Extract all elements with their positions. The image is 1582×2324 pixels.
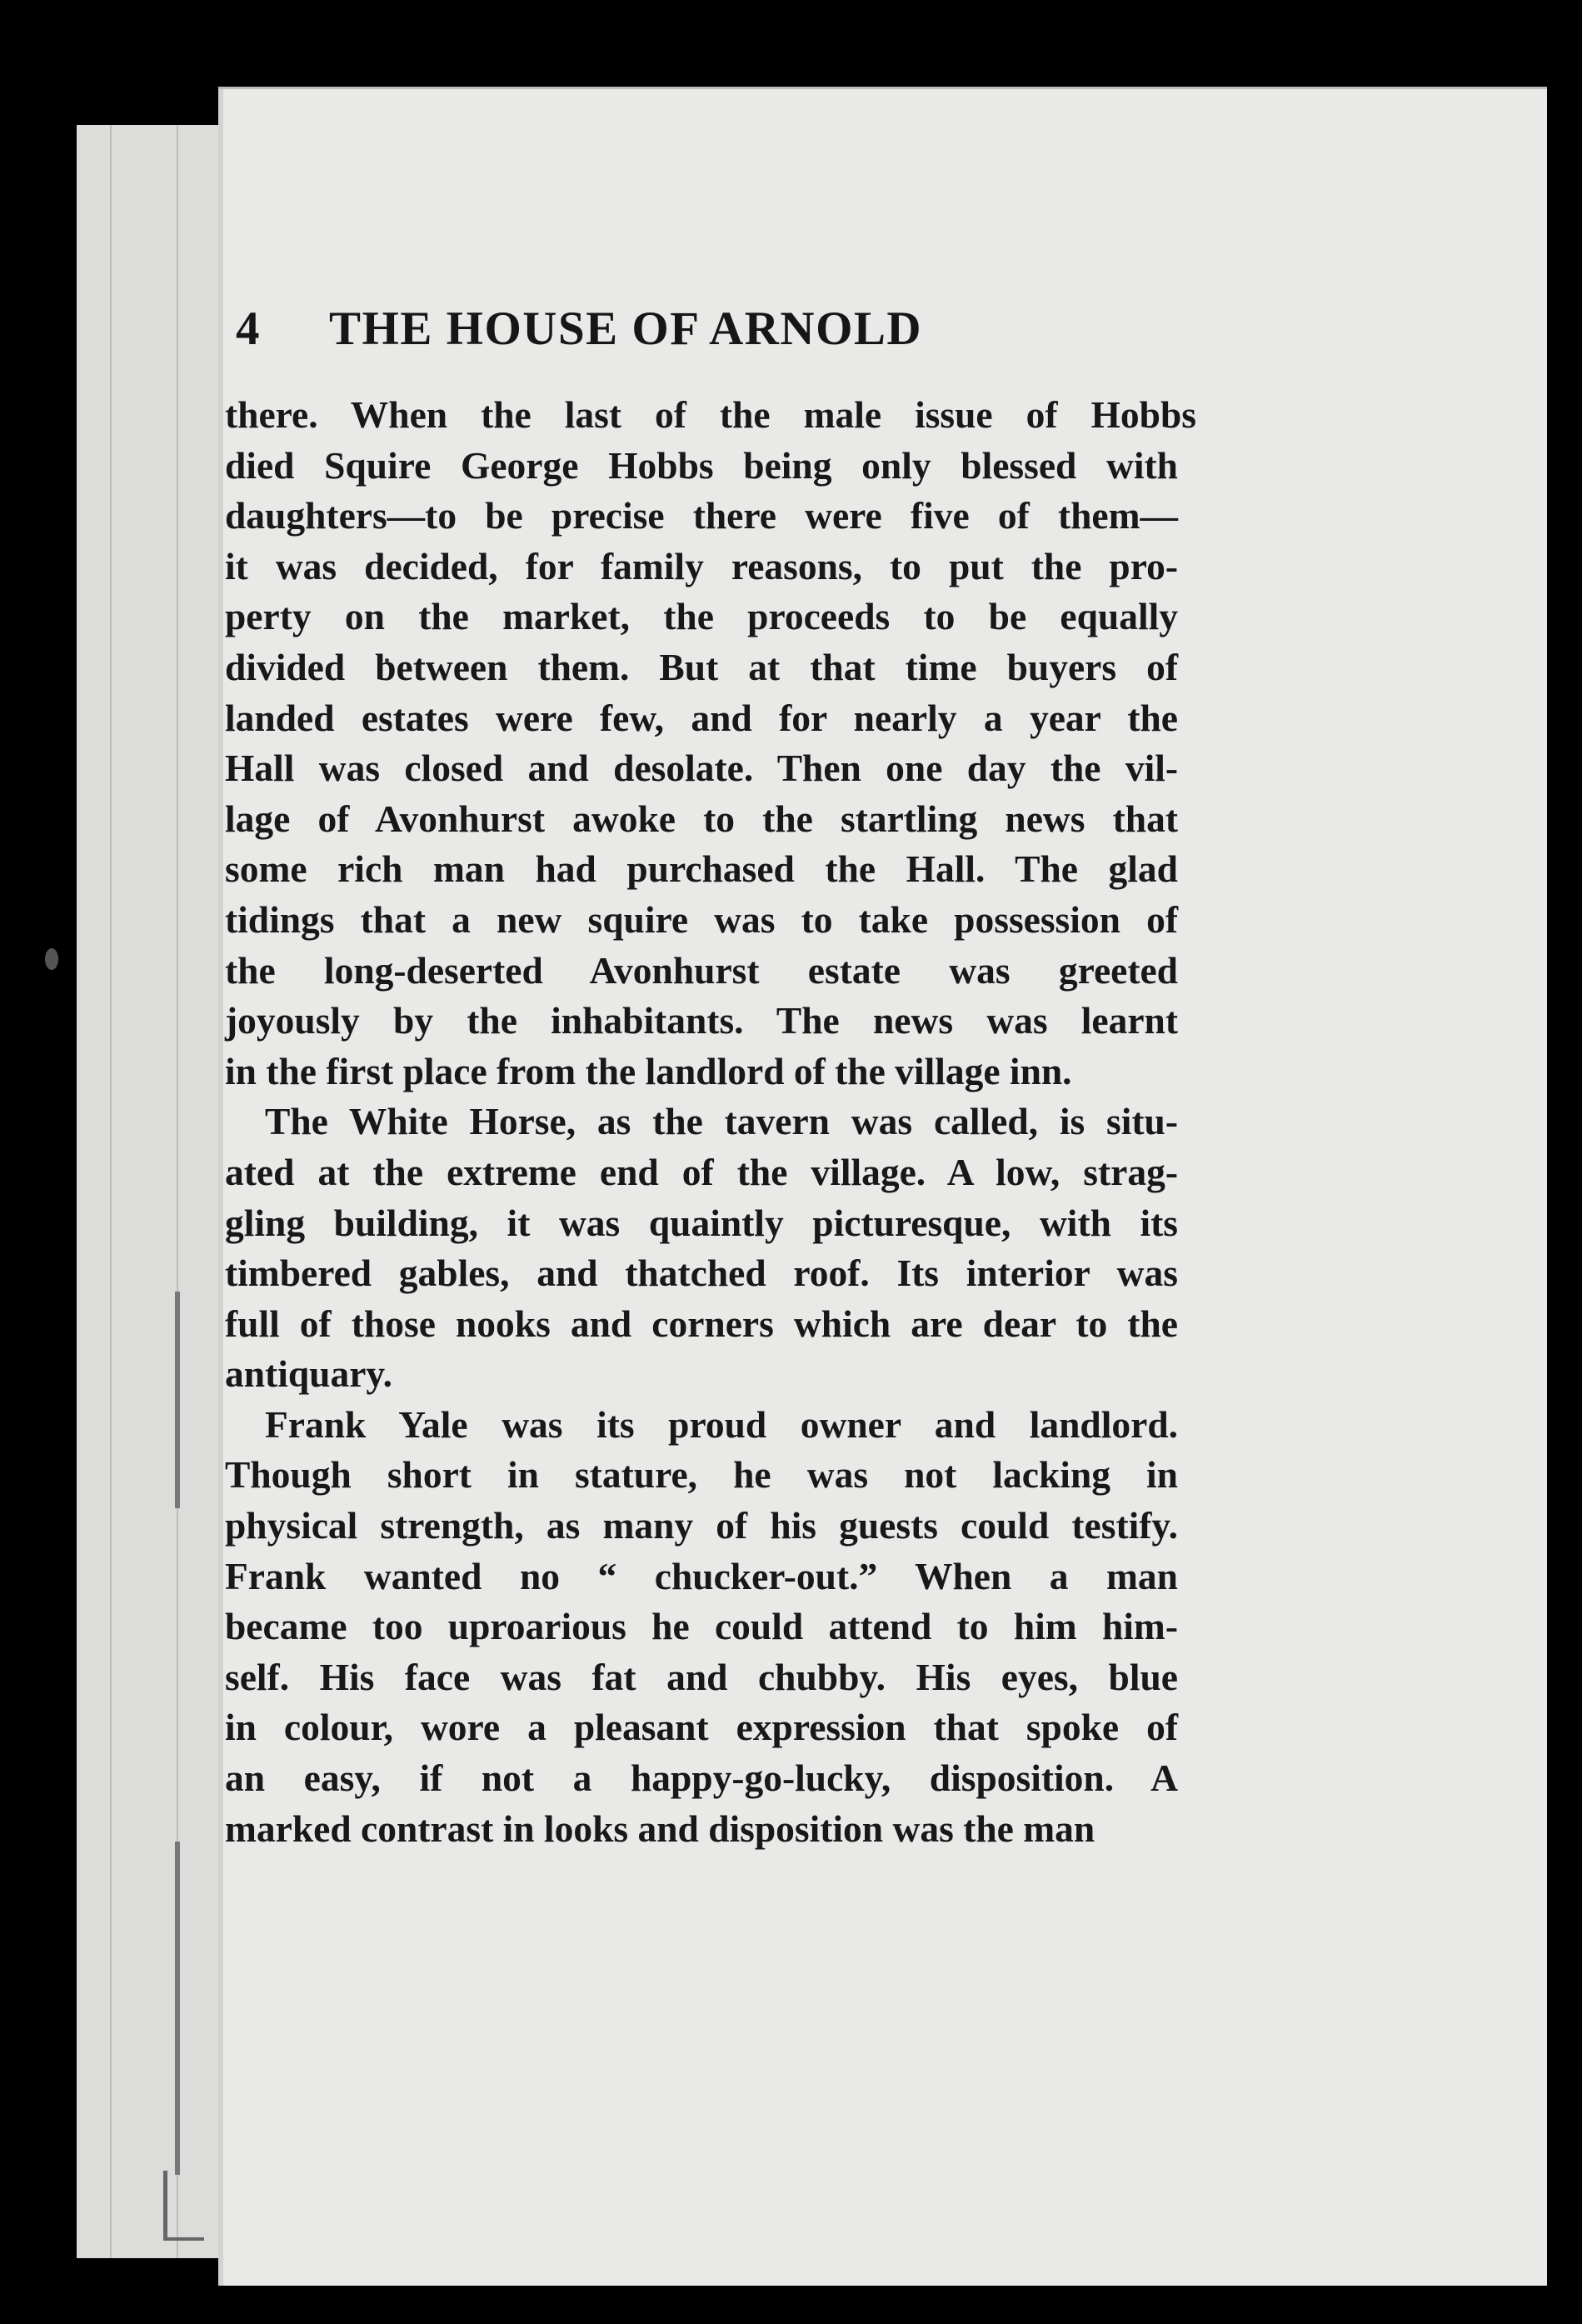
text-line: became too uproarious he could attend to him him- [225,1605,1178,1648]
page-number: 4 [236,302,260,355]
edge-ink-mark [175,1292,180,1508]
text-line: Frank Yale was its proud owner and landlord. [265,1402,1178,1446]
text-line: gling building, it was quaintly picturesque, with its [225,1201,1178,1244]
text-line: self. His face was fat and chubby. His eyes, blue [225,1655,1178,1698]
text-line: Frank wanted no “ chucker-out.” When a man [225,1554,1178,1597]
running-header [236,302,1235,356]
paragraph [225,1400,1178,1854]
page-edge-line [110,125,112,2258]
text-line: marked contrast in looks and disposition was the man [225,1807,1095,1850]
text-line: tidings that a new squire was to take possession of [225,897,1178,941]
text-line: an easy, if not a happy-go-lucky, disposition. A [225,1757,1178,1800]
text-line: landed estates were few, and for nearly a year the [225,696,1178,739]
text-line: some rich man had purchased the Hall. The glad [225,847,1178,891]
text-line: physical strength, as many of his guests could testify. [225,1504,1178,1547]
running-title: THE HOUSE OF ARNOLD [329,302,923,355]
text-line: Though short in stature, he was not lacking in [225,1453,1178,1497]
text-line: perty on the market, the proceeds to be equally [225,595,1178,638]
text-line: there. When the last of the male issue of Hobbs [225,393,1196,436]
underlying-page-edge [77,125,229,2258]
text-line: Hall was closed and desolate. Then one day the vil- [225,747,1178,790]
text-line: The White Horse, as the tavern was called, is situ- [265,1100,1178,1143]
text-line: antiquary. [225,1352,393,1396]
text-line: the long-deserted Avonhurst estate was greeted [225,948,1178,992]
text-line: daughters—to be precise there were five of them— [225,494,1178,537]
text-line: in colour, wore a pleasant expression that spoke of [225,1706,1178,1749]
paragraph [225,1097,1178,1400]
text-line: joyously by the inhabitants. The news was learnt [225,999,1178,1042]
text-line: full of those nooks and corners which are dear to the [225,1302,1178,1345]
text-line: in the first place from the landlord of the village inn. [225,1049,1072,1092]
text-line: divided between them. But at that time buyers of [225,645,1178,688]
text-line: it was decided, for family reasons, to put the pro- [225,544,1178,587]
text-line: died Squire George Hobbs being only blessed with [225,443,1178,487]
body-text [225,390,1196,1854]
text-line: timbered gables, and thatched roof. Its interior was [225,1252,1178,1295]
edge-ink-mark [175,1842,180,2175]
text-line: ated at the extreme end of the village. A low, strag- [225,1150,1178,1193]
binding-mark [163,2171,204,2241]
text-line: lage of Avonhurst awoke to the startling news that [225,797,1178,840]
scan-smudge [45,948,58,970]
paragraph [225,390,1196,1097]
